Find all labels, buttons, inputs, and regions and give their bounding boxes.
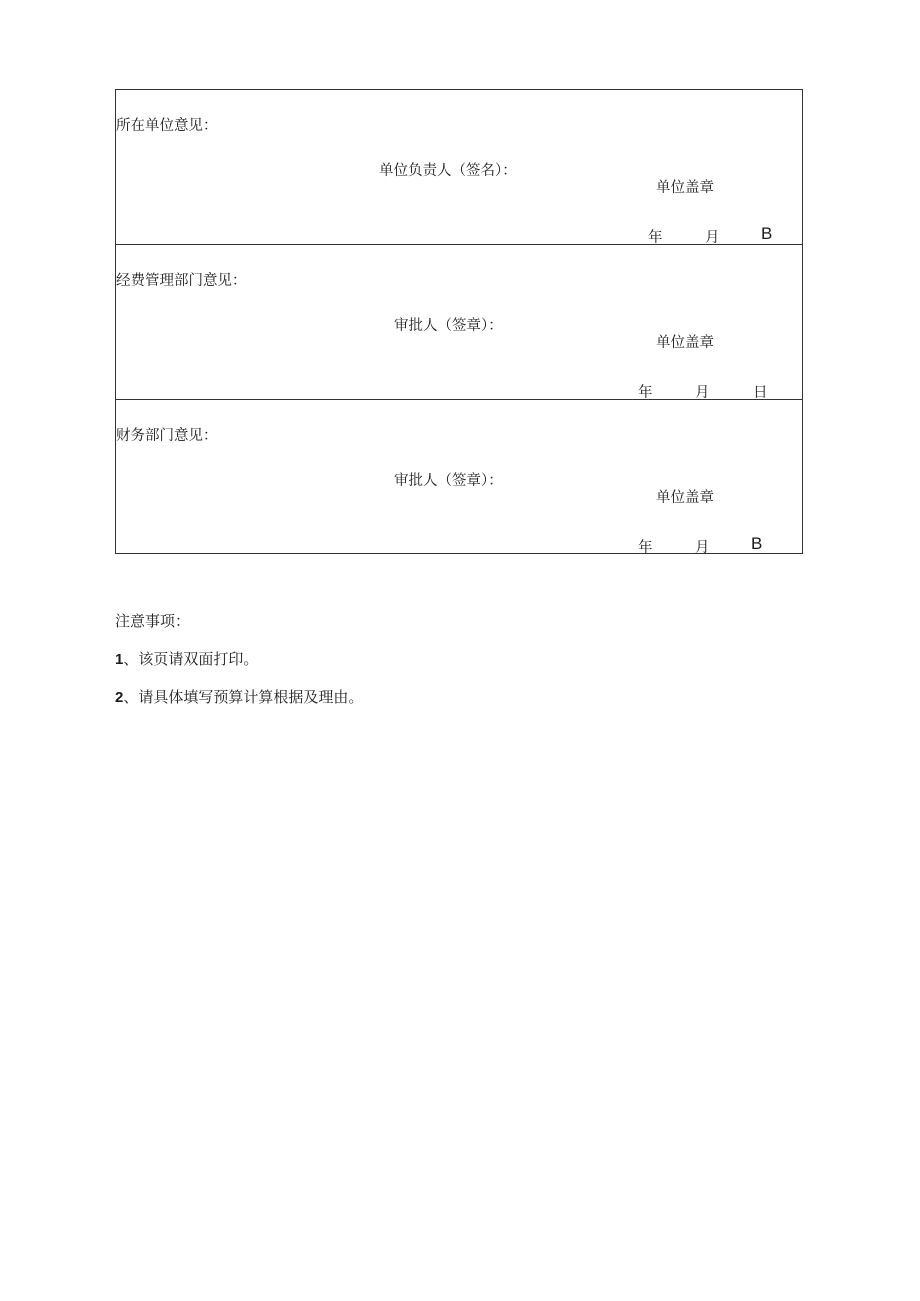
approver-signature-label: 审批人（签章）： (394, 473, 503, 489)
unit-opinion-title: 所在单位意见： (116, 118, 218, 134)
funding-dept-opinion-section (116, 245, 802, 400)
date-month-label: 月 (695, 540, 710, 556)
unit-head-signature-label: 单位负责人（签名）： (379, 163, 517, 179)
date-year-label: 年 (648, 230, 663, 246)
note-text: 、该页请双面打印。 (123, 650, 259, 668)
note-number: 2 (115, 689, 124, 706)
unit-opinion-section (116, 90, 802, 245)
date-day-label: B (761, 224, 773, 243)
note-item (115, 649, 363, 687)
funding-dept-opinion-title: 经费管理部门意见： (116, 273, 247, 289)
approver-signature-label: 审批人（签章）： (394, 318, 503, 334)
date-year-label: 年 (638, 540, 653, 556)
finance-dept-opinion-section (116, 400, 802, 556)
notes-block (115, 611, 363, 725)
unit-stamp-label: 单位盖章 (656, 180, 714, 196)
note-text: 、请具体填写预算计算根据及理由。 (123, 688, 364, 706)
date-day-label: B (751, 534, 763, 553)
finance-dept-opinion-title: 财务部门意见： (116, 428, 218, 444)
note-number: 1 (115, 651, 124, 668)
date-month-label: 月 (705, 230, 720, 246)
unit-stamp-label: 单位盖章 (656, 335, 714, 351)
notes-heading: 注意事项： (115, 612, 191, 630)
approval-form-table (115, 89, 803, 554)
date-month-label: 月 (695, 385, 710, 401)
date-day-label: 日 (753, 385, 768, 401)
note-item (115, 687, 363, 725)
date-year-label: 年 (638, 385, 653, 401)
unit-stamp-label: 单位盖章 (656, 490, 714, 506)
